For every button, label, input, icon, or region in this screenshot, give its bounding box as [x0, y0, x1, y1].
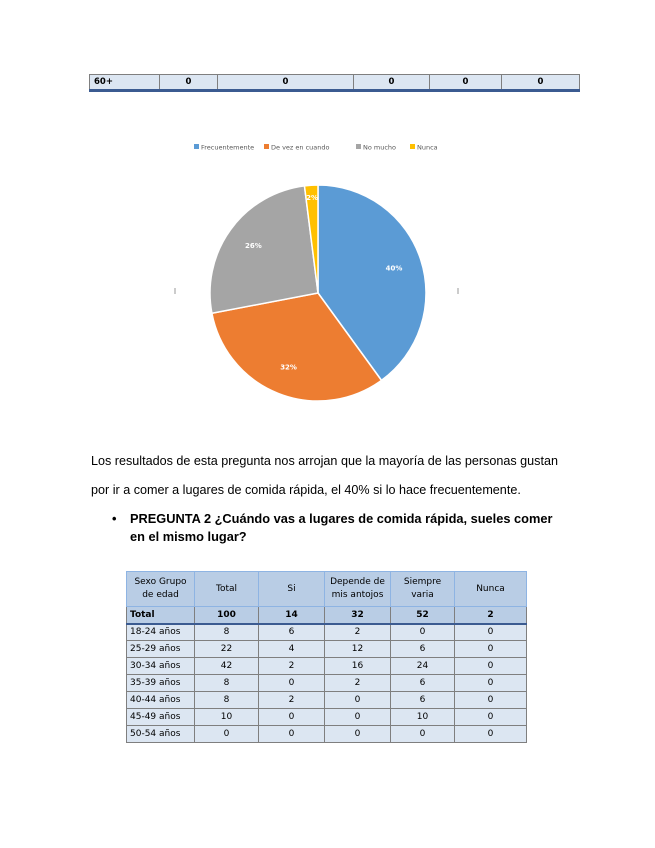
legend-label: Frecuentemente — [201, 143, 255, 152]
table-cell: 0 — [325, 709, 391, 726]
legend-swatch — [356, 144, 361, 149]
table-cell: 16 — [325, 658, 391, 675]
legend-label: Nunca — [417, 143, 438, 152]
table-cell: 8 — [195, 692, 259, 709]
table-cell: 0 — [455, 675, 527, 692]
column-header: Si — [259, 572, 325, 607]
question-text: PREGUNTA 2 ¿Cuándo vas a lugares de comida rápida, sueles comer en el mismo lugar? — [130, 511, 553, 544]
table-cell: 2 — [259, 658, 325, 675]
table-cell: 0 — [218, 75, 354, 91]
legend-swatch — [194, 144, 199, 149]
table-cell: 45-49 años — [127, 709, 195, 726]
table-cell: 0 — [502, 75, 580, 91]
table-row — [127, 624, 527, 641]
table-cell: 6 — [391, 675, 455, 692]
total-row — [127, 607, 527, 624]
results-paragraph: Los resultados de esta pregunta nos arrojan que la mayoría de las personas gustan por ir a comer a lugares de comida rápida, el 40% si lo hace frecuentemente. — [91, 454, 558, 497]
table-cell: 0 — [160, 75, 218, 91]
table-cell: 2 — [455, 607, 527, 624]
table-header-row — [127, 572, 527, 607]
age-table-fragment — [89, 74, 580, 92]
column-header: Siempre varia — [391, 572, 455, 607]
table-row — [127, 658, 527, 675]
table-row — [127, 709, 527, 726]
question-2 — [112, 510, 567, 546]
table-cell: 100 — [195, 607, 259, 624]
table-cell: 6 — [391, 692, 455, 709]
table-cell: 42 — [195, 658, 259, 675]
table-cell: 0 — [259, 709, 325, 726]
legend-label: De vez en cuando — [271, 143, 330, 152]
table-row — [90, 75, 580, 91]
table-cell: 12 — [325, 641, 391, 658]
legend-swatch — [410, 144, 415, 149]
pie-slice-no-mucho — [210, 186, 318, 313]
table-cell: 0 — [455, 726, 527, 743]
column-header: Total — [195, 572, 259, 607]
slice-value-label: 32% — [280, 363, 297, 372]
table-cell: 40-44 años — [127, 692, 195, 709]
table-cell: 8 — [195, 624, 259, 641]
table-row — [127, 641, 527, 658]
table-cell: 0 — [391, 726, 455, 743]
legend-swatch — [264, 144, 269, 149]
table-cell: 0 — [455, 624, 527, 641]
table-cell: 50-54 años — [127, 726, 195, 743]
table-cell: 10 — [195, 709, 259, 726]
table-cell: 8 — [195, 675, 259, 692]
table-cell: 0 — [430, 75, 502, 91]
table-cell: 10 — [391, 709, 455, 726]
table-cell: 6 — [259, 624, 325, 641]
table-cell: 52 — [391, 607, 455, 624]
table-row — [127, 675, 527, 692]
table-cell: 30-34 años — [127, 658, 195, 675]
table-cell: 22 — [195, 641, 259, 658]
table-cell: 25-29 años — [127, 641, 195, 658]
table-cell: 18-24 años — [127, 624, 195, 641]
slice-value-label: 2% — [306, 194, 318, 203]
table-cell: 0 — [391, 624, 455, 641]
table-cell: 0 — [455, 641, 527, 658]
table-cell: 2 — [259, 692, 325, 709]
slice-value-label: 40% — [385, 264, 403, 273]
table-cell: 4 — [259, 641, 325, 658]
bullet: • — [112, 511, 117, 526]
row-label: 60+ — [90, 75, 160, 91]
table-cell: 2 — [325, 624, 391, 641]
table-cell: 0 — [259, 726, 325, 743]
table-cell: 0 — [325, 692, 391, 709]
column-header: Sexo Grupo de edad — [127, 572, 195, 607]
table-cell: 14 — [259, 607, 325, 624]
legend-label: No mucho — [363, 143, 397, 152]
table-cell: 24 — [391, 658, 455, 675]
table-cell: 0 — [325, 726, 391, 743]
column-header: Depende de mis antojos — [325, 572, 391, 607]
table-cell: 0 — [455, 709, 527, 726]
table-cell: 0 — [195, 726, 259, 743]
table-row — [127, 692, 527, 709]
table-cell: Total — [127, 607, 195, 624]
table-cell: 0 — [455, 692, 527, 709]
table-cell: 6 — [391, 641, 455, 658]
table-cell: 0 — [455, 658, 527, 675]
table-row — [127, 726, 527, 743]
table-cell: 0 — [259, 675, 325, 692]
table-cell: 0 — [354, 75, 430, 91]
table-cell: 32 — [325, 607, 391, 624]
slice-value-label: 26% — [244, 242, 262, 251]
chart-legend — [194, 144, 438, 152]
table-cell: 2 — [325, 675, 391, 692]
results-table — [126, 571, 527, 743]
pie-chart — [170, 130, 470, 420]
table-cell: 35-39 años — [127, 675, 195, 692]
column-header: Nunca — [455, 572, 527, 607]
pie-slices — [210, 185, 426, 401]
